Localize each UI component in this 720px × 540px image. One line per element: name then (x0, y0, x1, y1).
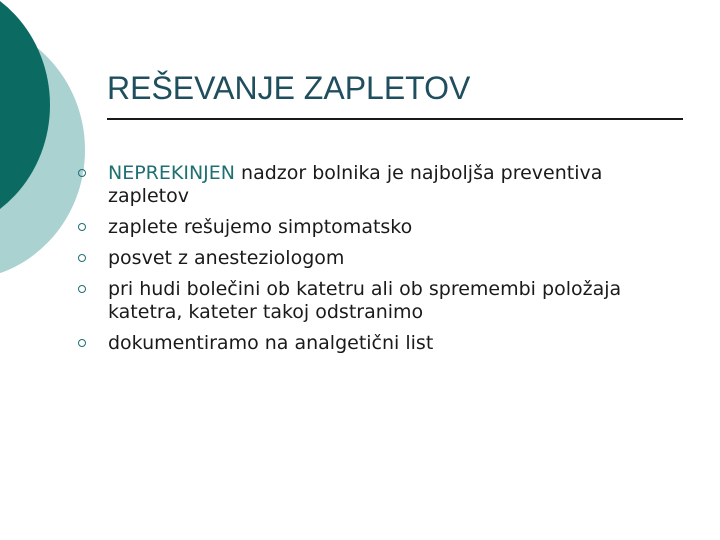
bullet-text: pri hudi bolečini ob katetru ali ob spremembi položaja katetra, kateter takoj odstranimo (108, 278, 622, 323)
hollow-circle-bullet-icon (78, 285, 86, 293)
hollow-circle-bullet-icon (78, 223, 86, 231)
bullet-text: posvet z anesteziologom (108, 247, 345, 269)
bullet-emphasis: NEPREKINJEN (108, 162, 235, 184)
bullet-item (78, 247, 688, 270)
slide-title: REŠEVANJE ZAPLETOV (107, 70, 471, 106)
hollow-circle-bullet-icon (78, 254, 86, 262)
bullet-text: zaplete rešujemo simptomatsko (108, 216, 413, 238)
bullet-item (78, 216, 688, 239)
bullet-list (78, 162, 688, 363)
hollow-circle-bullet-icon (78, 169, 86, 177)
title-underline (107, 118, 683, 120)
hollow-circle-bullet-icon (78, 339, 86, 347)
bullet-text: nadzor bolnika je najboljša preventiva zapletov (108, 162, 603, 207)
bullet-text: dokumentiramo na analgetični list (108, 332, 434, 354)
bullet-item (78, 332, 688, 355)
bullet-item (78, 162, 688, 208)
bullet-item (78, 278, 688, 324)
